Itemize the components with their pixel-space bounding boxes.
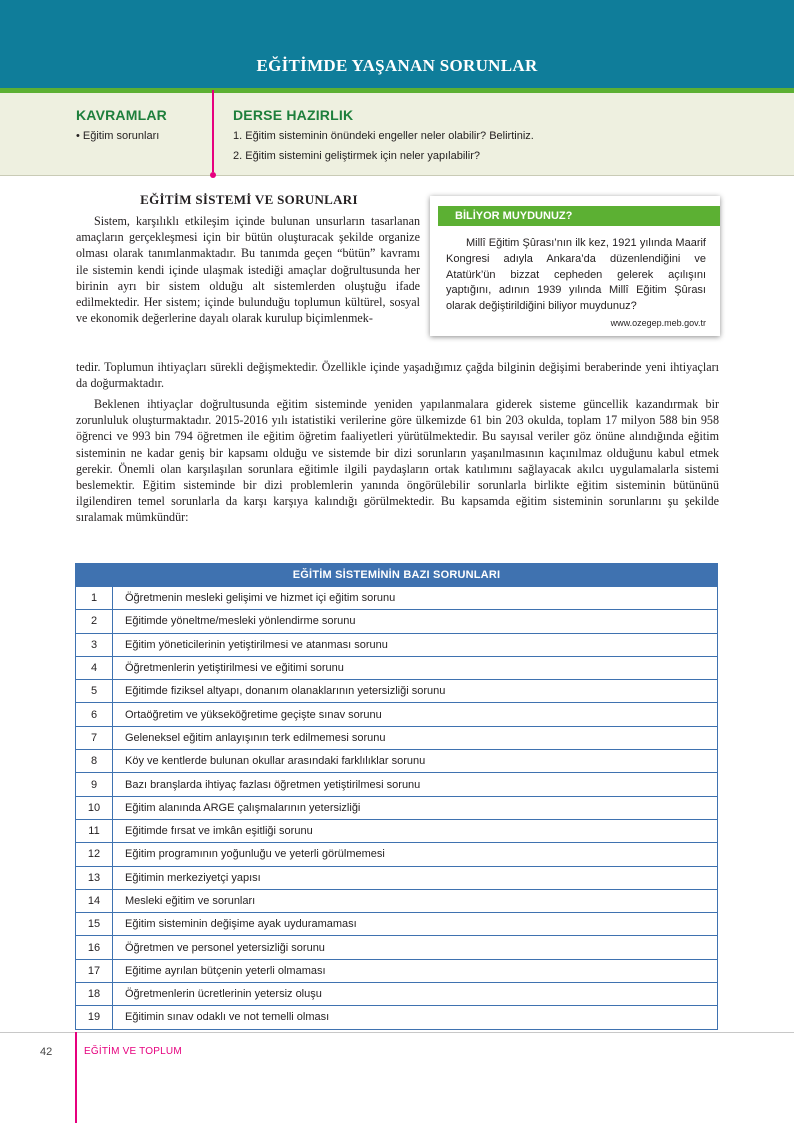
row-problem-text: Eğitim programının yoğunluğu ve yeterli görülmemesi: [113, 843, 718, 866]
paragraph-statistics: Beklenen ihtiyaçlar doğrultusunda eğitim sisteminde yeniden yapılanmalara giderek sisteme güncellik kazandırmak bir zorunluluk oluşturmaktadır. 2015-2016 yılı istatistiki verilerine göre ülkemizde 61 bin 203 okulda, toplam 17 milyon 588 bin 958 öğrenci ve 993 bin 794 öğretmen ile eğitim öğretim faaliyetleri yürütülmektedir. Bu sayısal veriler göz önüne alındığında eğitim sisteminin ne kadar geniş bir kapsamı olduğu ve sistemde bir dizi sorunların yaşanılmasının kaçınılmaz olduğunu kabul etmek gerekir. Önemli olan karşılaşılan sorunlara eğitimle ilgili paydaşların ortak katılımını sağlayacak akılcı uygulamalarla sistemi beslemektir. Eğitim sisteminde bir dizi problemlerin yanında öngörülebilir sorunlarla birlikte eğitim sisteminin bütününü ilgilendiren temel sorunlarla da karşı karşıya kalındığı görülmektedir. Bu kapsamda eğitim sisteminin sorunlarını şu şekilde sıralamak mümkündür:: [76, 397, 719, 525]
row-problem-text: Eğitim yöneticilerinin yetiştirilmesi ve atanması sorunu: [113, 633, 718, 656]
table-row: [76, 610, 718, 633]
table-row: [76, 983, 718, 1006]
table-row: [76, 750, 718, 773]
row-problem-text: Ortaöğretim ve yükseköğretime geçişte sınav sorunu: [113, 703, 718, 726]
table-header-row: [76, 564, 718, 587]
row-problem-text: Köy ve kentlerde bulunan okullar arasındaki farklılıklar sorunu: [113, 750, 718, 773]
row-number: 8: [76, 750, 113, 773]
did-you-know-text: Millî Eğitim Şûrası’nın ilk kez, 1921 yılında Maarif Kongresi adıyla Ankara’da düzenlendiğini ve Atatürk’ün bizzat cepheden gelerek açılışını yaptığını, adının 1939 yılında Millî Eğitim Şûrası olarak değiştirildiğini biliyor muydunuz?: [446, 237, 706, 313]
chapter-title: EĞİTİMDE YAŞANAN SORUNLAR: [256, 56, 538, 75]
table-body: [76, 587, 718, 1030]
table-title: EĞİTİM SİSTEMİNİN BAZI SORUNLARI: [76, 564, 718, 587]
row-problem-text: Eğitimin sınav odaklı ve not temelli olması: [113, 1006, 718, 1029]
row-number: 19: [76, 1006, 113, 1029]
kavramlar-heading: KAVRAMLAR: [76, 107, 167, 123]
derse-hazirlik-heading: DERSE HAZIRLIK: [233, 107, 354, 123]
row-number: 18: [76, 983, 113, 1006]
section-heading: EĞİTİM SİSTEMİ VE SORUNLARI: [140, 192, 358, 207]
row-number: 3: [76, 633, 113, 656]
row-number: 16: [76, 936, 113, 959]
row-number: 1: [76, 587, 113, 610]
book-title: EĞİTİM VE TOPLUM: [84, 1046, 182, 1057]
table-row: [76, 680, 718, 703]
footer-accent-line: [75, 1032, 77, 1123]
paragraph-intro-continued: tedir. Toplumun ihtiyaçları sürekli değişmektedir. Özellikle içinde yaşadığımız çağda bilginin değişimi beraberinde yeni ihtiyaçları da doğurmaktadır.: [76, 360, 719, 391]
row-problem-text: Mesleki eğitim ve sorunları: [113, 889, 718, 912]
did-you-know-box: [430, 196, 720, 336]
row-number: 17: [76, 959, 113, 982]
table-row: [76, 703, 718, 726]
row-problem-text: Öğretmenin mesleki gelişimi ve hizmet içi eğitim sorunu: [113, 587, 718, 610]
did-you-know-heading: BİLİYOR MUYDUNUZ?: [438, 206, 720, 226]
kavramlar-item: • Eğitim sorunları: [76, 130, 160, 142]
row-problem-text: Eğitimde fiziksel altyapı, donanım olanaklarının yetersizliği sorunu: [113, 680, 718, 703]
table-row: [76, 843, 718, 866]
row-number: 7: [76, 726, 113, 749]
row-problem-text: Eğitimde fırsat ve imkân eşitliği sorunu: [113, 819, 718, 842]
row-number: 2: [76, 610, 113, 633]
row-problem-text: Eğitim alanında ARGE çalışmalarının yetersizliği: [113, 796, 718, 819]
table-row: [76, 773, 718, 796]
row-number: 9: [76, 773, 113, 796]
row-number: 5: [76, 680, 113, 703]
row-problem-text: Bazı branşlarda ihtiyaç fazlası öğretmen yetiştirilmesi sorunu: [113, 773, 718, 796]
row-problem-text: Öğretmenlerin yetiştirilmesi ve eğitimi sorunu: [113, 656, 718, 679]
table-row: [76, 819, 718, 842]
row-number: 4: [76, 656, 113, 679]
chapter-header: [0, 0, 794, 88]
page-number: 42: [40, 1046, 53, 1058]
table-row: [76, 633, 718, 656]
band-separator-line: [212, 90, 214, 172]
derse-hazirlik-question: 1. Eğitim sisteminin önündeki engeller neler olabilir? Belirtiniz.: [233, 130, 534, 142]
separator-dot: [210, 172, 216, 178]
derse-hazirlik-question: 2. Eğitim sistemini geliştirmek için neler yapılabilir?: [233, 150, 480, 162]
paragraph-intro: Sistem, karşılıklı etkileşim içinde bulunan unsurların tasarlanan amaçların gerçekleşmesi için bir bütün oluşturacak şekilde organize olması olarak tanımlanmaktadır. Bu tanımda geçen “bütün” kavramı ile sistemin kendi içinde ulaşmak istediği amaçlar doğrultusunda her birinin ayrı bir sistem olduğu alt sistemlerden oluştuğu ifade edilmektedir. Her sistem; içinde bulunduğu toplumun kültürel, sosyal ve ekonomik değerlerine dayalı olarak kurulup biçimlenmek-: [76, 214, 420, 326]
table-row: [76, 959, 718, 982]
footer-divider: [0, 1032, 794, 1033]
problems-table: [75, 563, 718, 1030]
row-number: 6: [76, 703, 113, 726]
table-row: [76, 656, 718, 679]
row-problem-text: Öğretmenlerin ücretlerinin yetersiz oluşu: [113, 983, 718, 1006]
row-number: 15: [76, 913, 113, 936]
table-row: [76, 889, 718, 912]
row-number: 12: [76, 843, 113, 866]
row-problem-text: Eğitim sisteminin değişime ayak uyduramaması: [113, 913, 718, 936]
row-number: 10: [76, 796, 113, 819]
row-problem-text: Geleneksel eğitim anlayışının terk edilmemesi sorunu: [113, 726, 718, 749]
row-problem-text: Eğitimin merkeziyetçi yapısı: [113, 866, 718, 889]
row-number: 14: [76, 889, 113, 912]
table-row: [76, 796, 718, 819]
table-row: [76, 1006, 718, 1029]
row-problem-text: Öğretmen ve personel yetersizliği sorunu: [113, 936, 718, 959]
table-row: [76, 587, 718, 610]
row-number: 13: [76, 866, 113, 889]
did-you-know-source: www.ozegep.meb.gov.tr: [610, 318, 706, 328]
row-problem-text: Eğitimde yöneltme/mesleki yönlendirme sorunu: [113, 610, 718, 633]
row-problem-text: Eğitime ayrılan bütçenin yeterli olmaması: [113, 959, 718, 982]
table-row: [76, 936, 718, 959]
row-number: 11: [76, 819, 113, 842]
table-row: [76, 913, 718, 936]
table-row: [76, 866, 718, 889]
table-row: [76, 726, 718, 749]
